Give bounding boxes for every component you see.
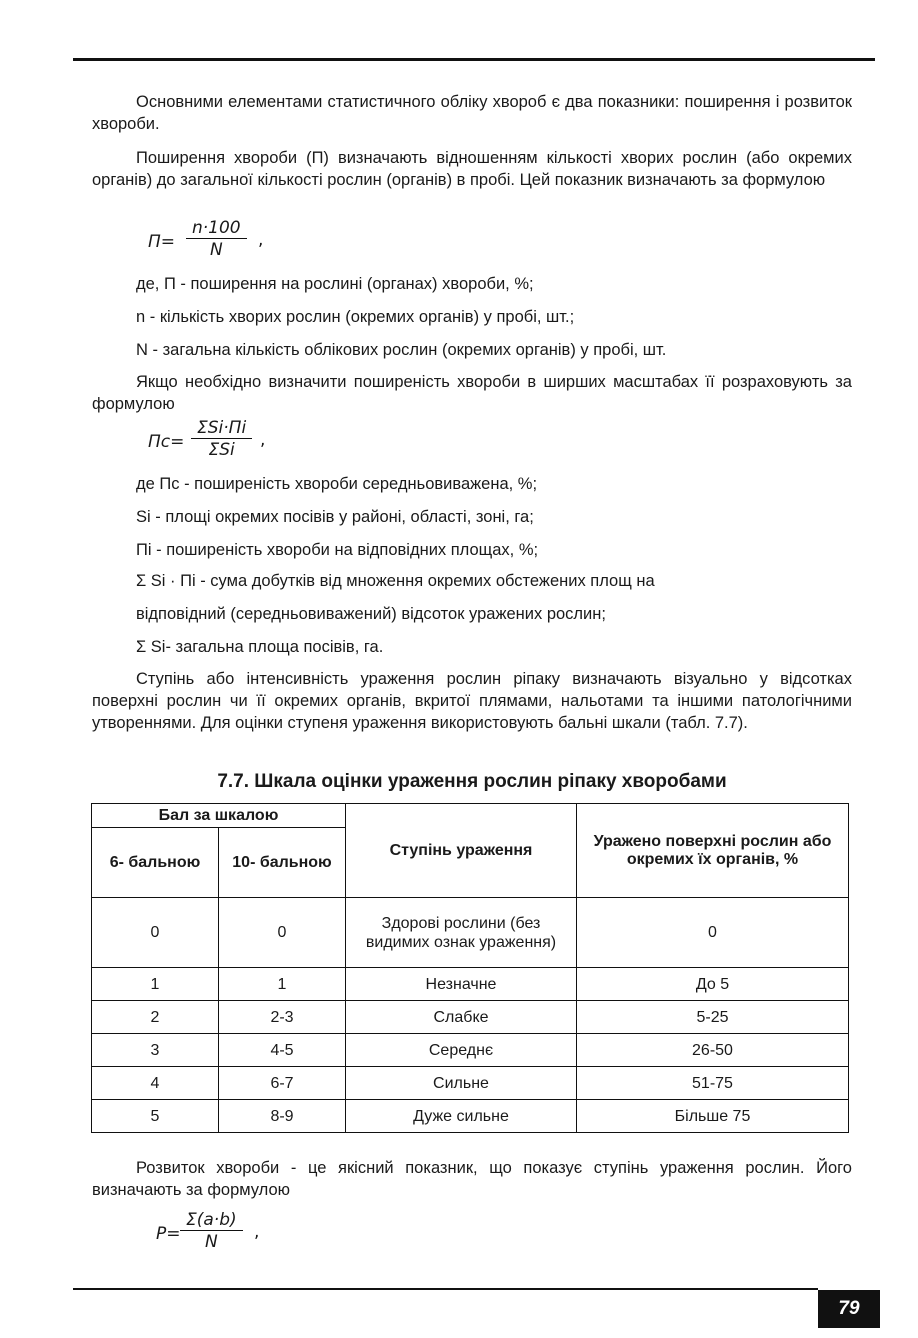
table-row bbox=[92, 1034, 849, 1067]
cell-damage-degree: Слабке bbox=[346, 1001, 577, 1034]
formula-denominator: N bbox=[204, 1232, 218, 1252]
formula-fraction bbox=[180, 1210, 243, 1253]
cell-affected-surface: Більше 75 bbox=[577, 1100, 849, 1133]
paragraph-intro: Основними елементами статистичного обліку хвороб є два показники: поширення і розвиток хвороби. bbox=[92, 93, 852, 133]
paragraph-intensity: Ступінь або інтенсивність ураження рослин ріпаку визначають візуально у відсотках поверхні рослин чи її окремих органів, вкритої плямами, нальотами та іншими патологічними утвореннями. Для оцінки ступеня ураження використовують бальні шкали (табл. 7.7). bbox=[92, 670, 852, 732]
cell-10-point: 8-9 bbox=[219, 1100, 346, 1133]
cell-10-point: 2-3 bbox=[219, 1001, 346, 1034]
cell-6-point: 0 bbox=[92, 898, 219, 968]
cell-damage-degree: Середнє bbox=[346, 1034, 577, 1067]
header-affected-surface: Уражено поверхні рослин або окремих їх органів, % bbox=[577, 804, 849, 898]
disease-scale-table bbox=[91, 803, 849, 1133]
definition-P: де, П - поширення на рослині (органах) хвороби, %; bbox=[136, 275, 534, 293]
formula-lhs: П= bbox=[148, 232, 176, 252]
table-title: 7.7. Шкала оцінки ураження рослин ріпаку хворобами bbox=[217, 771, 727, 792]
cell-affected-surface: 0 bbox=[577, 898, 849, 968]
formula-lhs: Пс= bbox=[148, 432, 185, 452]
formula-comma: , bbox=[254, 1222, 260, 1242]
table-row bbox=[92, 1001, 849, 1034]
cell-6-point: 2 bbox=[92, 1001, 219, 1034]
cell-6-point: 5 bbox=[92, 1100, 219, 1133]
table-row bbox=[92, 968, 849, 1001]
cell-10-point: 0 bbox=[219, 898, 346, 968]
cell-damage-degree: Сильне bbox=[346, 1067, 577, 1100]
table-row bbox=[92, 1100, 849, 1133]
paragraph-development: Розвиток хвороби - це якісний показник, що показує ступінь ураження рослин. Його визначають за формулою bbox=[92, 1159, 852, 1199]
definition-Pi: Пі - поширеність хвороби на відповідних площах, %; bbox=[136, 541, 539, 559]
definition-sum-products: Σ Si · Пі - сума добутків від множення окремих обстежених площ на bbox=[136, 572, 655, 590]
cell-6-point: 4 bbox=[92, 1067, 219, 1100]
bottom-rule bbox=[73, 1288, 818, 1290]
definition-sum-products-cont: відповідний (середньовиважений) відсоток уражених рослин; bbox=[136, 605, 606, 623]
header-damage-degree: Ступінь ураження bbox=[346, 804, 577, 898]
formula-comma: , bbox=[258, 230, 264, 250]
cell-affected-surface: 5-25 bbox=[577, 1001, 849, 1034]
cell-10-point: 1 bbox=[219, 968, 346, 1001]
formula-numerator: n·100 bbox=[192, 218, 241, 238]
cell-6-point: 1 bbox=[92, 968, 219, 1001]
formula-comma: , bbox=[260, 430, 266, 450]
formula-denominator: N bbox=[209, 240, 223, 260]
cell-damage-degree: Здорові рослини (без видимих ознак ураження) bbox=[346, 898, 577, 968]
table-row bbox=[92, 898, 849, 968]
cell-affected-surface: 51-75 bbox=[577, 1067, 849, 1100]
table-row bbox=[92, 1067, 849, 1100]
cell-10-point: 6-7 bbox=[219, 1067, 346, 1100]
header-6-point: 6- бальною bbox=[92, 828, 219, 898]
formula-lhs: P= bbox=[156, 1224, 181, 1244]
cell-affected-surface: До 5 bbox=[577, 968, 849, 1001]
cell-affected-surface: 26-50 bbox=[577, 1034, 849, 1067]
definition-sum-Si: Σ Si- загальна площа посівів, га. bbox=[136, 638, 384, 656]
cell-damage-degree: Незначне bbox=[346, 968, 577, 1001]
cell-6-point: 3 bbox=[92, 1034, 219, 1067]
definition-n: n - кількість хворих рослин (окремих органів) у пробі, шт.; bbox=[136, 308, 575, 326]
definition-Pc: де Пс - поширеність хвороби середньовиважена, %; bbox=[136, 475, 538, 493]
header-score-group: Бал за шкалою bbox=[92, 804, 346, 828]
definition-Si: Si - площі окремих посівів у районі, області, зоні, га; bbox=[136, 508, 534, 526]
definition-N: N - загальна кількість облікових рослин (окремих органів) у пробі, шт. bbox=[136, 341, 667, 359]
formula-numerator: ΣSi·Пі bbox=[197, 418, 247, 438]
formula-numerator: Σ(a·b) bbox=[186, 1210, 237, 1230]
paragraph-spread-definition: Поширення хвороби (П) визначають відношенням кількості хворих рослин (або окремих органів) до загальної кількості рослин (органів) в пробі. Цей показник визначають за формулою bbox=[92, 149, 852, 189]
header-10-point: 10- бальною bbox=[219, 828, 346, 898]
formula-fraction bbox=[186, 218, 247, 261]
page-number: 79 bbox=[818, 1290, 880, 1328]
formula-fraction bbox=[191, 418, 252, 461]
cell-damage-degree: Дуже сильне bbox=[346, 1100, 577, 1133]
cell-10-point: 4-5 bbox=[219, 1034, 346, 1067]
formula-denominator: ΣSi bbox=[208, 440, 235, 460]
paragraph-weighted-spread: Якщо необхідно визначити поширеність хвороби в ширших масштабах її розраховують за формулою bbox=[92, 373, 852, 413]
top-rule bbox=[73, 58, 875, 61]
